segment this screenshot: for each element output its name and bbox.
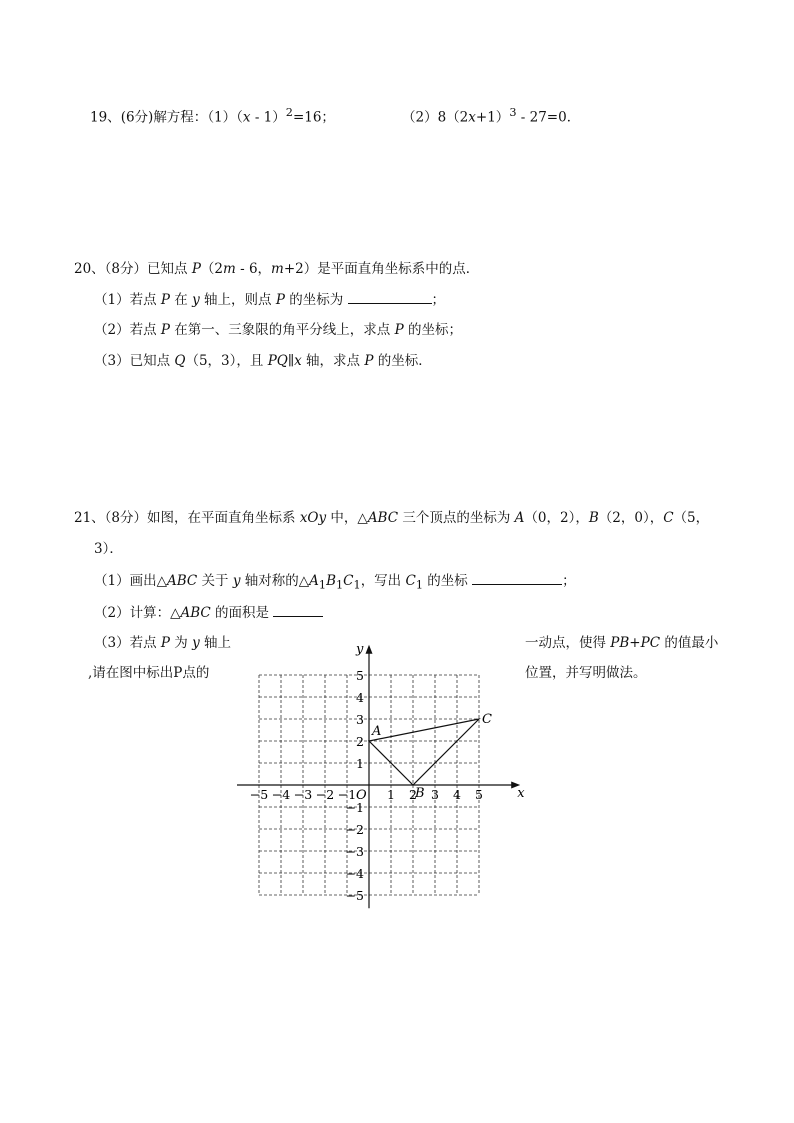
question-21-sub3-left: （3）若点 P 为 y 轴上 bbox=[94, 635, 232, 651]
answer-blank[interactable] bbox=[348, 289, 432, 304]
vertex-label-b: B bbox=[415, 786, 425, 801]
x-tick-label: −5 bbox=[249, 787, 269, 802]
question-20-stem: 20、（8分）已知点 P（2m - 6，m+2）是平面直角坐标系中的点． bbox=[74, 261, 480, 277]
y-tick-label: −3 bbox=[345, 844, 364, 859]
question-21-stem-cont: 3）． bbox=[94, 541, 123, 557]
y-tick-label: −4 bbox=[345, 866, 364, 881]
x-tick-label: −1 bbox=[337, 787, 357, 802]
question-21-sub3-right2: 位置，并写明做法。 bbox=[525, 665, 647, 681]
y-tick-label: 3 bbox=[356, 712, 364, 727]
question-21-sub2: （2）计算：△ABC 的面积是 bbox=[94, 602, 323, 623]
y-tick-label: −5 bbox=[345, 888, 364, 903]
y-tick-label: −1 bbox=[345, 800, 364, 815]
question-21-stem: 21、（8分）如图，在平面直角坐标系 xOy 中，△ABC 三个顶点的坐标为 A（0，2），B（2，0），C（5， bbox=[74, 510, 710, 526]
y-tick-label: −2 bbox=[345, 822, 364, 837]
x-tick-label: 2 bbox=[409, 787, 417, 802]
answer-blank[interactable] bbox=[273, 602, 323, 617]
question-19: 19、(6分)解方程：（1）（x - 1）$^2$=16； bbox=[90, 106, 335, 126]
x-tick-label: −4 bbox=[271, 787, 291, 802]
question-21-sub3-right: 一动点，使得 PB+PC 的值最小 bbox=[525, 635, 719, 651]
question-21-sub3-left2: ,请在图中标出P点的 bbox=[88, 665, 210, 681]
y-axis-label: y bbox=[356, 641, 364, 657]
triangle-abc bbox=[369, 719, 479, 785]
vertex-label-a: A bbox=[372, 724, 382, 739]
x-tick-label: −2 bbox=[315, 787, 335, 802]
y-tick-label: 5 bbox=[356, 668, 364, 683]
y-axis-arrow bbox=[366, 645, 373, 654]
answer-blank[interactable] bbox=[472, 570, 562, 585]
x-tick-label: −3 bbox=[293, 787, 313, 802]
y-tick-label: 2 bbox=[356, 734, 364, 749]
vertex-label-c: C bbox=[482, 712, 492, 727]
y-tick-label: 4 bbox=[356, 690, 364, 705]
x-axis-label: x bbox=[517, 786, 525, 801]
question-20-sub3: （3）已知点 Q（5，3），且 PQ∥x 轴，求点 P 的坐标． bbox=[94, 353, 432, 369]
x-tick-label: 5 bbox=[475, 787, 483, 802]
question-21-sub1: （1）画出△ABC 关于 y 轴对称的$\triangle A_1B_1C_1$，写出 $C_1$ 的坐标 ； bbox=[94, 570, 576, 596]
y-tick-label: 1 bbox=[356, 756, 364, 771]
x-tick-label: 4 bbox=[453, 787, 461, 802]
origin-label: O bbox=[356, 788, 367, 803]
question-20-sub2: （2）若点 P 在第一、三象限的角平分线上，求点 P 的坐标； bbox=[94, 322, 462, 338]
x-tick-label: 1 bbox=[387, 787, 395, 802]
coordinate-grid-figure bbox=[228, 640, 528, 915]
x-tick-label: 3 bbox=[431, 787, 439, 802]
question-20-sub1: （1）若点 P 在 y 轴上，则点 P 的坐标为 ； bbox=[94, 289, 445, 310]
question-19-part2: $(2)8(2x+1)^3 - 27=0$． bbox=[402, 106, 581, 126]
